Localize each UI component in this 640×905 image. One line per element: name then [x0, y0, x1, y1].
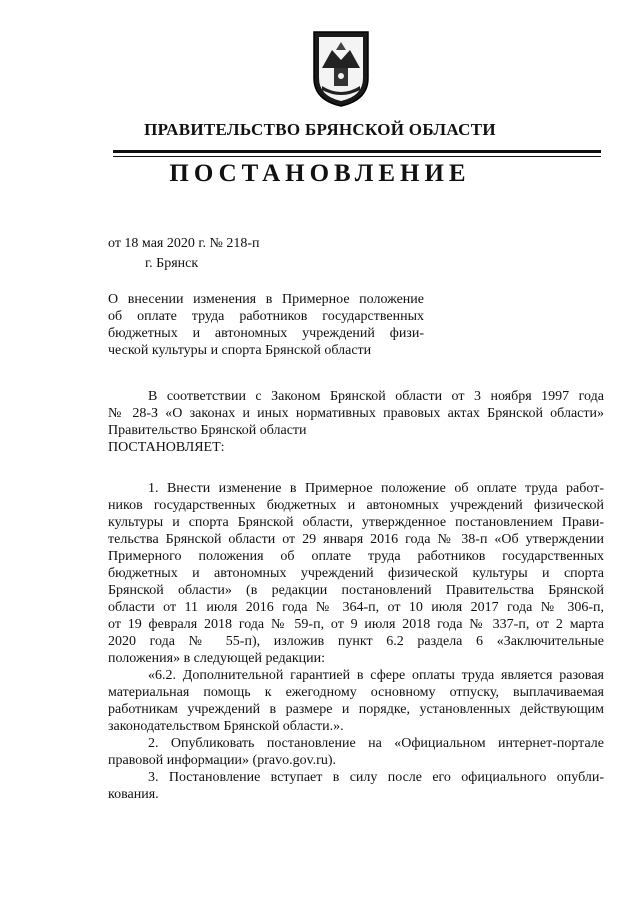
item-1-line: культуры и спорта Брянской области, утвержденное постановлением Прави-	[108, 515, 604, 530]
document-subject	[108, 291, 424, 359]
subject-line: ческой культуры и спорта Брянской области	[108, 343, 372, 358]
item-1-line: 2020 года № 55-п), изложив пункт 6.2 раздела 6 «Заключительные	[108, 634, 604, 649]
item-1-line: от 19 февраля 2018 года № 59-п, от 9 июля 2018 года № 337-п, от 2 марта	[108, 617, 604, 632]
item-1-line: области от 11 июля 2016 года № 364-п, от 10 июля 2017 года № 306-п,	[108, 600, 604, 615]
item-1-line: положения» в следующей редакции:	[108, 651, 326, 666]
item-1-line: тельства Брянской области от 29 января 2016 года № 38-п «Об утверждении	[108, 532, 604, 547]
header-divider-thin	[113, 156, 601, 157]
subject-line: О внесении изменения в Примерное положение	[108, 292, 424, 307]
item-2-line: 2. Опубликовать постановление на «Официальном интернет-портале	[148, 736, 604, 751]
city-line: г. Брянск	[145, 256, 199, 271]
paragraph-gap	[108, 456, 604, 480]
item-3-line: 3. Постановление вступает в силу после его официального опубли-	[148, 770, 604, 785]
preamble-line: № 28-З «О законах и иных нормативных правовых актах Брянской области»	[108, 406, 604, 421]
preamble-resolves: ПОСТАНОВЛЯЕТ:	[108, 440, 225, 455]
quote-line: «6.2. Дополнительной гарантией в сфере оплаты труда является разовая	[148, 668, 604, 683]
document-body	[108, 388, 604, 803]
subject-line: об оплате труда работников государственных	[108, 309, 424, 324]
bryansk-coat-of-arms-icon	[310, 28, 372, 108]
subject-line: бюджетных и автономных учреждений физи-	[108, 326, 424, 341]
item-1-line: Примерного положения об оплате труда работников государственных	[108, 549, 604, 564]
authority-name: ПРАВИТЕЛЬСТВО БРЯНСКОЙ ОБЛАСТИ	[144, 120, 496, 139]
preamble-line: В соответствии с Законом Брянской области от 3 ноября 1997 года	[148, 389, 604, 404]
item-1-line: 1. Внести изменение в Примерное положение об оплате труда работ-	[148, 481, 604, 496]
date-number-line: от 18 мая 2020 г. № 218-п	[108, 236, 260, 251]
header-divider-thick	[113, 150, 601, 153]
quote-line: материальная помощь к ежегодному основному отпуску, выплачиваемая	[108, 685, 604, 700]
item-1-line: бюджетных и автономных учреждений физической культуры и спорта	[108, 566, 604, 581]
item-2-line: правовой информации» (pravo.gov.ru).	[108, 753, 336, 768]
item-3-line: кования.	[108, 787, 159, 802]
quote-line: законодательством Брянской области.».	[108, 719, 344, 734]
preamble-line: Правительство Брянской области	[108, 423, 307, 438]
item-1-line: ников государственных бюджетных и автономных учреждений физической	[108, 498, 604, 513]
quote-line: работникам учреждений в размере и порядке, установленных действующим	[108, 702, 604, 717]
item-1-line: Брянской области» (в редакции постановлений Правительства Брянской	[108, 583, 604, 598]
document-title: ПОСТАНОВЛЕНИЕ	[169, 160, 471, 187]
